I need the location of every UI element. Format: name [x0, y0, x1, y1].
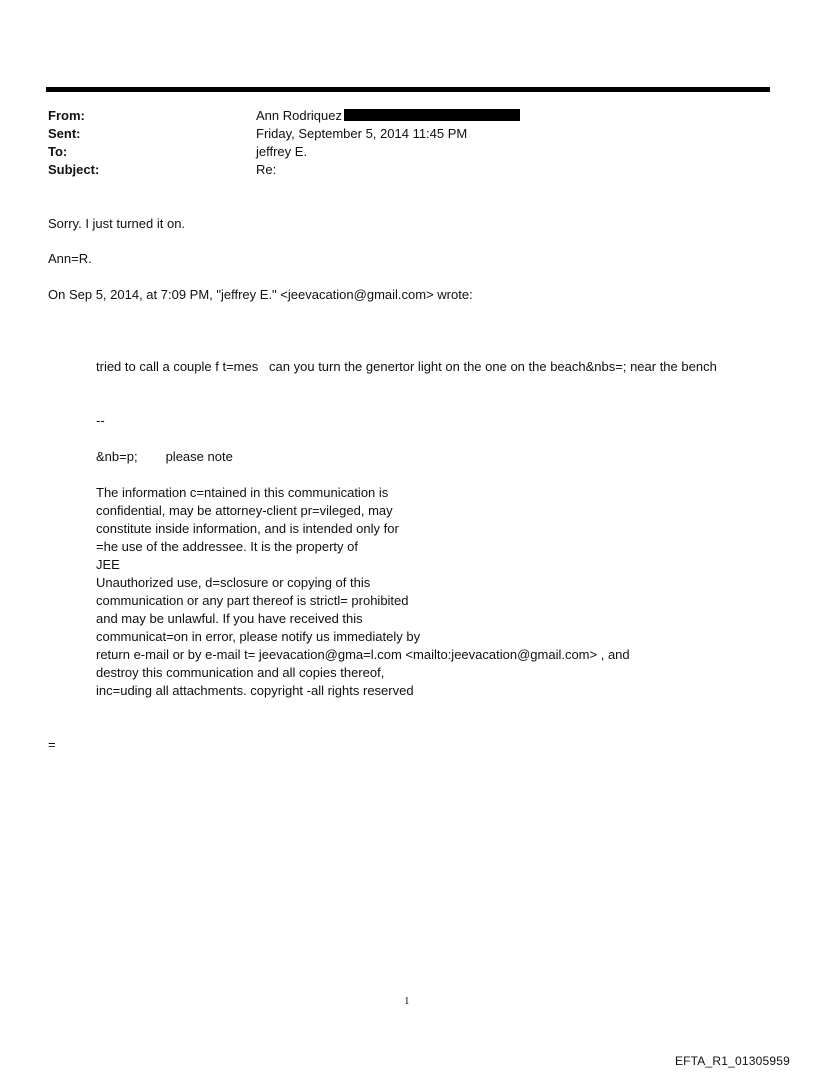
page-number: 1 [404, 995, 410, 1007]
sent-value: Friday, September 5, 2014 11:45 PM [256, 126, 468, 141]
bates-number: EFTA_R1_01305959 [674, 1054, 790, 1068]
to-value: jeffrey E. [256, 144, 308, 159]
disclaimer-line: and may be unlawful. If you have received this [96, 611, 363, 626]
disclaimer-line: inc=uding all attachments. copyright -all rights reserved [96, 683, 414, 698]
header-rule [46, 87, 770, 92]
disclaimer-line: =he use of the addressee. It is the property of [96, 539, 358, 554]
disclaimer-line: The information c=ntained in this communication is [96, 485, 389, 500]
note-line [96, 448, 233, 466]
disclaimer-line: return e-mail or by e-mail t= jeevacation@gma=l.com <mailto:jeevacation@gmail.com> , and [96, 647, 630, 662]
disclaimer-line: JEE [96, 557, 120, 572]
disclaimer-line: Unauthorized use, d=sclosure or copying of this [96, 575, 371, 590]
disclaimer-line: communicat=on in error, please notify us immediately by [96, 629, 421, 644]
to-label: To: [48, 144, 68, 159]
sender-name: Ann Rodriquez [256, 108, 342, 123]
signature-dash: -- [96, 413, 105, 428]
reply-text: Sorry. I just turned it on. [48, 216, 186, 231]
from-value [256, 107, 520, 125]
subject-value: Re: [256, 162, 277, 177]
note-text: please note [165, 449, 233, 464]
subject-label: Subject: [48, 162, 100, 177]
from-label: From: [48, 108, 85, 123]
disclaimer-line: constitute inside information, and is intended only for [96, 521, 399, 536]
reply-signature: Ann=R. [48, 251, 92, 266]
trailing-equals: = [48, 737, 56, 752]
disclaimer-line: confidential, may be attorney-client pr=vileged, may [96, 503, 393, 518]
disclaimer-line: destroy this communication and all copies thereof, [96, 665, 385, 680]
sent-label: Sent: [48, 126, 81, 141]
quote-intro: On Sep 5, 2014, at 7:09 PM, "jeffrey E." <jeevacation@gmail.com> wrote: [48, 287, 473, 302]
note-prefix: &nb=p; [96, 449, 138, 464]
redaction-bar [344, 109, 520, 121]
quoted-message: tried to call a couple f t=mes can you turn the genertor light on the one on the beach&nbs=; near the bench [96, 359, 717, 374]
disclaimer-line: communication or any part thereof is strictl= prohibited [96, 593, 409, 608]
